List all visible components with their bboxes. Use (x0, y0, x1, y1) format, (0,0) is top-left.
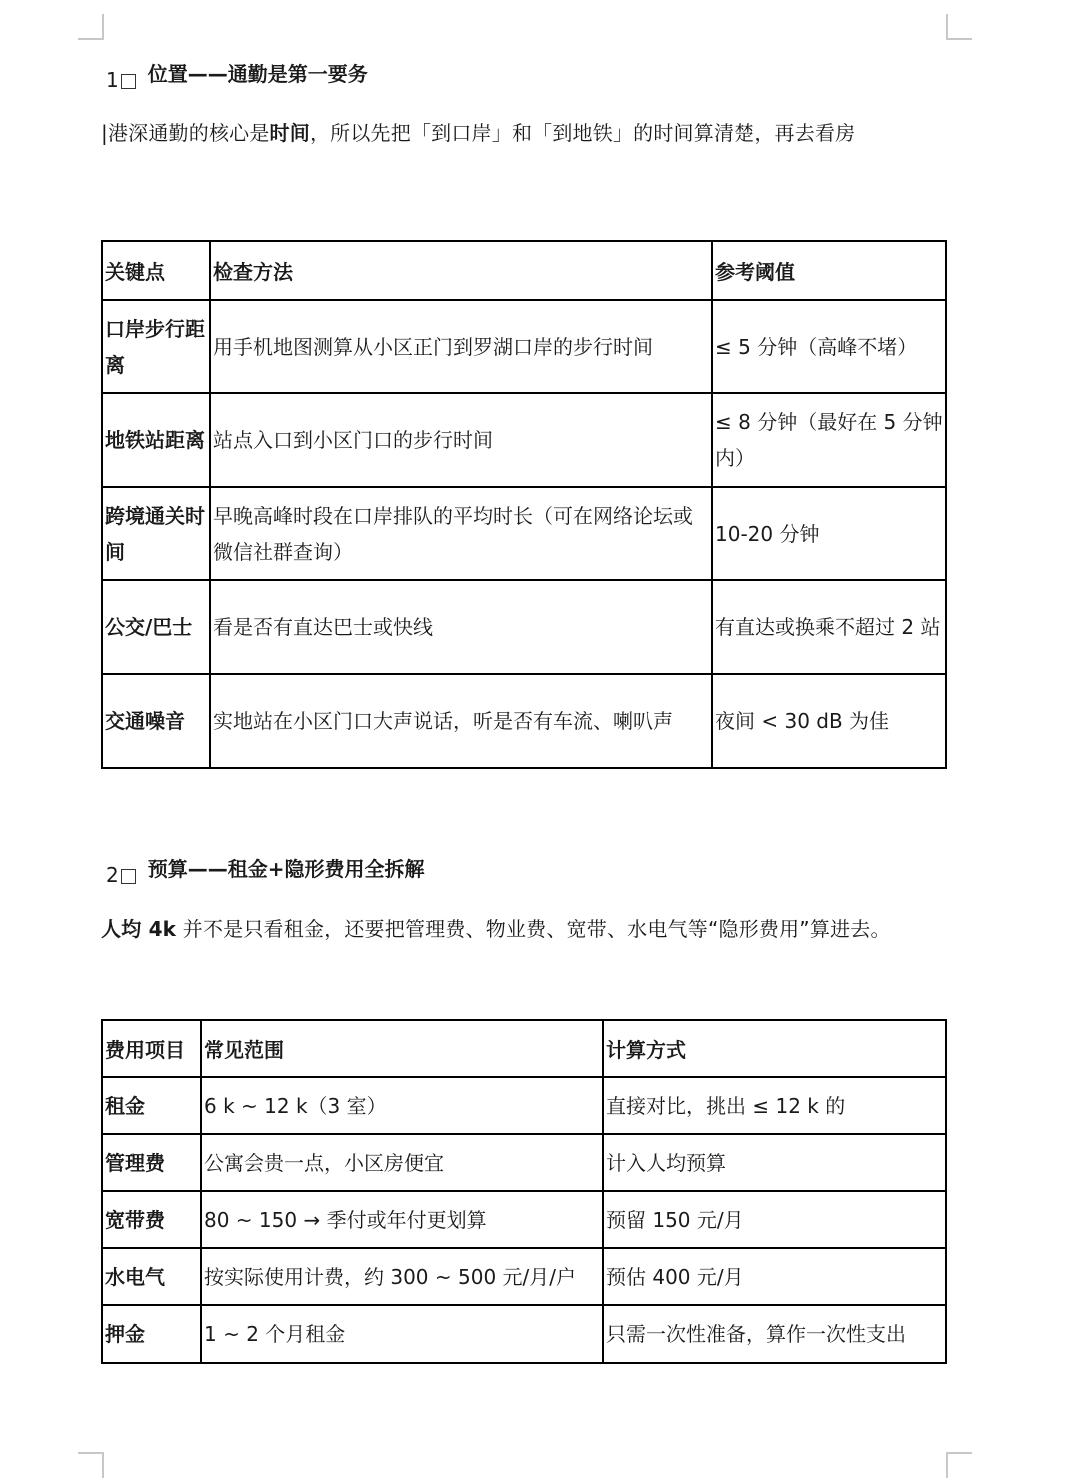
section-2-heading (106, 857, 425, 887)
table-cell: 按实际使用计费，约 300 ~ 500 元/月/户 (201, 1248, 603, 1305)
table-row (102, 1248, 946, 1305)
table-cell: 宽带费 (102, 1191, 201, 1248)
table-row (102, 487, 946, 580)
commute-table (101, 240, 947, 769)
checkbox-icon (121, 74, 136, 89)
table-cell: 口岸步行距离 (102, 300, 210, 393)
table-cell: 夜间 < 30 dB 为佳 (712, 674, 946, 768)
table-row (102, 674, 946, 768)
table-cell: 10-20 分钟 (712, 487, 946, 580)
table-cell: 预留 150 元/月 (603, 1191, 946, 1248)
table-cell: 看是否有直达巴士或快线 (210, 580, 712, 674)
table-cell: ≤ 8 分钟（最好在 5 分钟内） (712, 393, 946, 487)
table-row (102, 393, 946, 487)
table-cell: 管理费 (102, 1134, 201, 1191)
section-1-intro: |港深通勤的核心是时间，所以先把「到口岸」和「到地铁」的时间算清楚，再去看房 (101, 121, 856, 145)
table-cell: 用手机地图测算从小区正门到罗湖口岸的步行时间 (210, 300, 712, 393)
section-1-heading (106, 62, 368, 92)
table-header: 参考阈值 (712, 241, 946, 300)
table-row (102, 1134, 946, 1191)
table-cell: 地铁站距离 (102, 393, 210, 487)
table-cell: 站点入口到小区门口的步行时间 (210, 393, 712, 487)
table-cell: 计入人均预算 (603, 1134, 946, 1191)
table-row (102, 1305, 946, 1363)
table-cell: 公交/巴士 (102, 580, 210, 674)
table-header-row (102, 241, 946, 300)
table-cell: ≤ 5 分钟（高峰不堵） (712, 300, 946, 393)
table-header: 检查方法 (210, 241, 712, 300)
page-corner-mark (946, 1452, 972, 1478)
table-cell: 押金 (102, 1305, 201, 1363)
page-corner-mark (946, 14, 972, 40)
section-number: 1 (106, 68, 119, 92)
table-cell: 公寓会贵一点，小区房便宜 (201, 1134, 603, 1191)
table-cell: 早晚高峰时段在口岸排队的平均时长（可在网络论坛或微信社群查询） (210, 487, 712, 580)
table-cell: 水电气 (102, 1248, 201, 1305)
table-cell: 跨境通关时间 (102, 487, 210, 580)
section-title: 预算——租金+隐形费用全拆解 (147, 857, 425, 881)
table-header: 计算方式 (603, 1020, 946, 1077)
budget-table (101, 1019, 947, 1364)
table-cell: 只需一次性准备，算作一次性支出 (603, 1305, 946, 1363)
section-number: 2 (106, 863, 119, 887)
table-row (102, 580, 946, 674)
table-cell: 6 k ~ 12 k（3 室） (201, 1077, 603, 1134)
section-title: 位置——通勤是第一要务 (147, 62, 368, 86)
table-cell: 交通噪音 (102, 674, 210, 768)
table-cell: 直接对比，挑出 ≤ 12 k 的 (603, 1077, 946, 1134)
page-corner-mark (78, 1452, 104, 1478)
table-header: 关键点 (102, 241, 210, 300)
table-header: 常见范围 (201, 1020, 603, 1077)
page-corner-mark (78, 14, 104, 40)
table-cell: 实地站在小区门口大声说话，听是否有车流、喇叭声 (210, 674, 712, 768)
section-2-intro: 人均 4k 并不是只看租金，还要把管理费、物业费、宽带、水电气等“隐形费用”算进去。 (101, 917, 891, 941)
table-row (102, 1077, 946, 1134)
table-row (102, 1191, 946, 1248)
table-cell: 预估 400 元/月 (603, 1248, 946, 1305)
table-cell: 租金 (102, 1077, 201, 1134)
table-row (102, 300, 946, 393)
table-header: 费用项目 (102, 1020, 201, 1077)
table-cell: 1 ~ 2 个月租金 (201, 1305, 603, 1363)
table-cell: 有直达或换乘不超过 2 站 (712, 580, 946, 674)
checkbox-icon (121, 869, 136, 884)
table-header-row (102, 1020, 946, 1077)
table-cell: 80 ~ 150 → 季付或年付更划算 (201, 1191, 603, 1248)
